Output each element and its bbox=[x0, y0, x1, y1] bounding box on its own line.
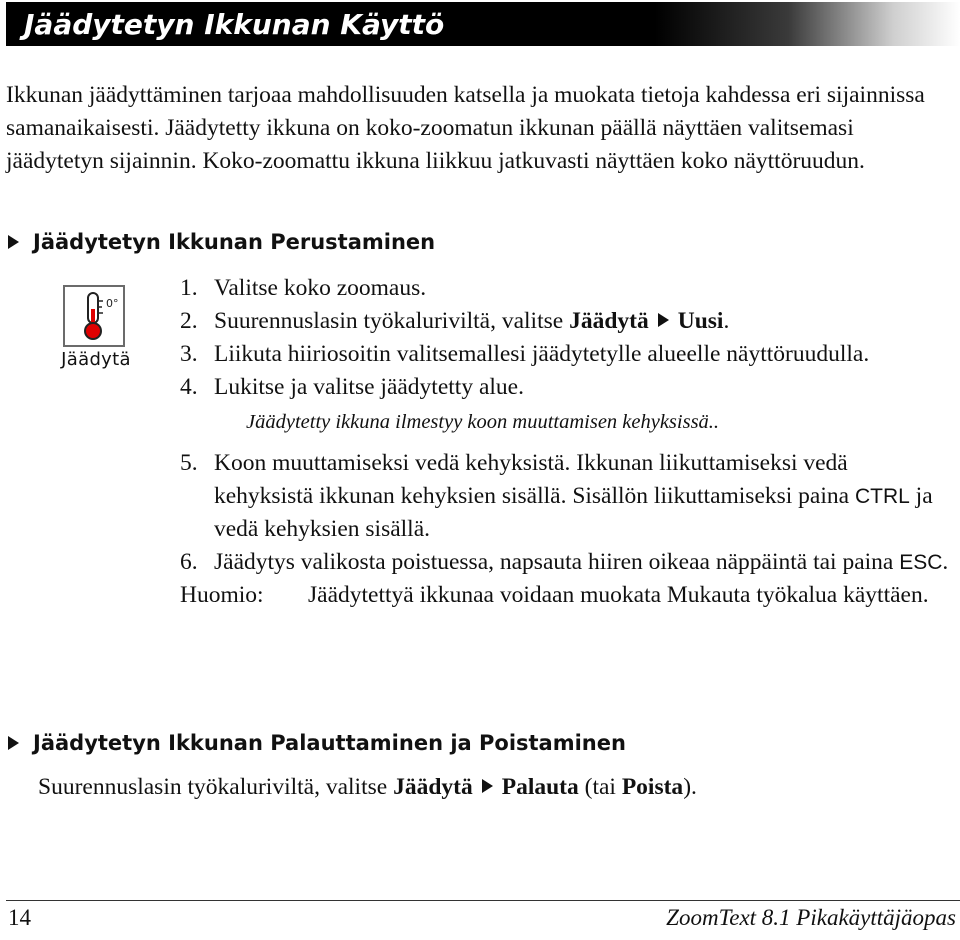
restore-middle: (tai bbox=[578, 774, 622, 800]
section-heading-restore bbox=[8, 731, 626, 755]
intro-paragraph: Ikkunan jäädyttäminen tarjoaa mahdollisuuden katsella ja muokata tietoja kahdessa eri sijainnissa samanaikaisesti. Jäädytetty ikkuna on koko-zoomatun ikkunan päällä näyttäen valitsemasi jäädytetyn sijainnin. Koko-zoomattu ikkuna liikkuu jatkuvasti näyttäen koko näyttöruudun. bbox=[6, 82, 925, 174]
step-text: Lukitse ja valitse jäädytetty alue. bbox=[214, 374, 524, 400]
book-title: ZoomText 8.1 Pikakäyttäjäopas bbox=[666, 905, 956, 930]
step-text bbox=[214, 447, 950, 546]
menu-freeze: Jäädytä bbox=[393, 774, 473, 800]
triangle-bullet-icon bbox=[8, 235, 19, 249]
submenu-arrow-icon bbox=[658, 313, 669, 327]
step-number: 6. bbox=[180, 549, 198, 575]
step-text bbox=[214, 305, 950, 338]
step-item bbox=[180, 338, 950, 371]
restore-prefix: Suurennuslasin työkaluriviltä, valitse bbox=[38, 774, 394, 800]
triangle-bullet-icon bbox=[8, 736, 19, 750]
step-number: 1. bbox=[180, 275, 198, 301]
step-item bbox=[180, 371, 950, 404]
remark-label: Huomio: bbox=[180, 582, 264, 608]
restore-instructions bbox=[38, 771, 697, 804]
step-text-suffix: . bbox=[942, 549, 949, 575]
remark bbox=[180, 579, 950, 612]
menu-item-restore: Palauta bbox=[501, 774, 579, 800]
menu-freeze: Jäädytä bbox=[569, 308, 649, 334]
step-text-suffix: ja vedä kehyksien sisällä. bbox=[214, 483, 933, 542]
key-esc: ESC bbox=[899, 551, 943, 574]
step-text-prefix: Koon muuttamiseksi vedä kehyksistä. Ikkunan liikuttamiseksi vedä kehyksistä ikkunan kehyksien sisällä. Sisällön liikuttamiseksi paina bbox=[214, 450, 855, 509]
step-item bbox=[180, 272, 950, 305]
page-title-bar bbox=[6, 2, 960, 46]
step-text bbox=[214, 546, 950, 579]
key-ctrl: CTRL bbox=[854, 485, 910, 508]
step-item bbox=[180, 305, 950, 338]
menu-item-remove: Poista bbox=[621, 774, 684, 800]
section-heading-setup bbox=[8, 230, 435, 254]
menu-item-new: Uusi bbox=[677, 308, 724, 334]
step-number: 3. bbox=[180, 341, 198, 367]
freeze-tool-label: Jäädytä bbox=[61, 349, 131, 370]
page-number: 14 bbox=[8, 905, 31, 930]
section-heading-restore-text: Jäädytetyn Ikkunan Palauttaminen ja Poistaminen bbox=[33, 731, 626, 755]
step-text: Valitse koko zoomaus. bbox=[214, 275, 427, 301]
svg-text:0°: 0° bbox=[106, 297, 119, 310]
step-item bbox=[180, 447, 950, 546]
remark-text: Jäädytettyä ikkunaa voidaan muokata Mukauta työkalua käyttäen. bbox=[308, 582, 929, 608]
step-item bbox=[180, 546, 950, 579]
freeze-tool-button bbox=[55, 285, 137, 377]
step-text-prefix: Jäädytys valikosta poistuessa, napsauta hiiren oikeaa näppäintä tai paina bbox=[214, 549, 900, 575]
step-text: Liikuta hiiriosoitin valitsemallesi jäädytetylle alueelle näyttöruudulla. bbox=[214, 341, 870, 367]
step-text-suffix: . bbox=[723, 308, 730, 334]
step-number: 2. bbox=[180, 308, 198, 334]
submenu-arrow-icon bbox=[482, 779, 493, 793]
setup-steps-list bbox=[180, 272, 950, 612]
restore-suffix: ). bbox=[683, 774, 697, 800]
step-text-prefix: Suurennuslasin työkaluriviltä, valitse bbox=[214, 308, 570, 334]
page-title: Jäädytetyn Ikkunan Käyttö bbox=[24, 8, 445, 41]
thermometer-freeze-icon bbox=[63, 285, 125, 347]
step-number: 4. bbox=[180, 374, 198, 400]
section-heading-setup-text: Jäädytetyn Ikkunan Perustaminen bbox=[33, 230, 436, 254]
footer-divider bbox=[6, 900, 960, 901]
step-note: Jäädytetty ikkuna ilmestyy koon muuttamisen kehyksissä.. bbox=[246, 411, 720, 433]
step-number: 5. bbox=[180, 450, 198, 476]
